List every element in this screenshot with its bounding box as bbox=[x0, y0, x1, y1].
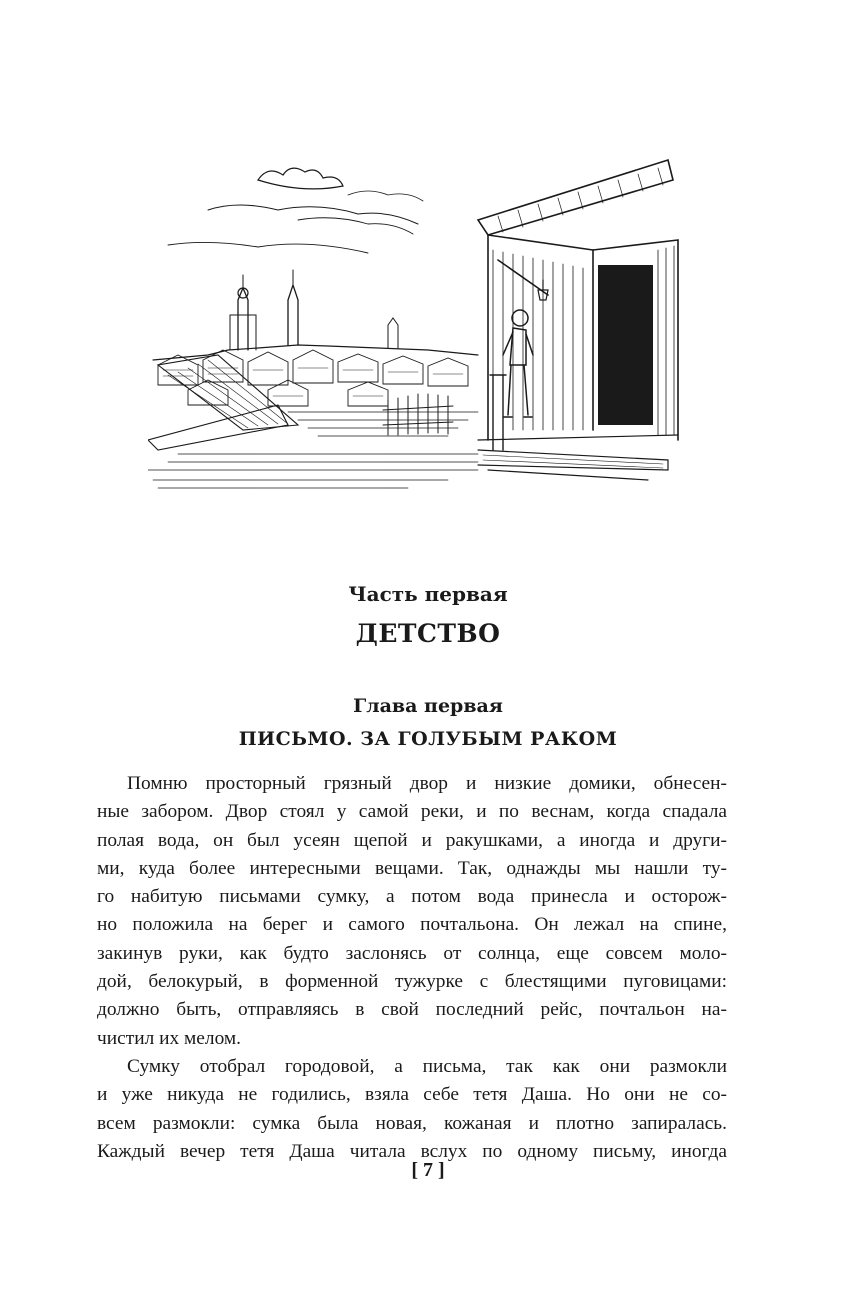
text-line: Помню просторный грязный двор и низкие домики, обнесен- bbox=[127, 773, 727, 794]
text-line: го набитую письмами сумку, а потом вода принесла и осторож- bbox=[97, 886, 727, 908]
text-line: дой, белокурый, в форменной тужурке с блестящими пуговицами: bbox=[97, 971, 727, 993]
part-title: ДЕТСТВО bbox=[355, 619, 501, 648]
text-line: ми, куда более интересными вещами. Так, однажды мы нашли ту- bbox=[97, 857, 727, 879]
text-line: и уже никуда не годились, взяла себе тетя Даша. Но они не со- bbox=[97, 1084, 727, 1106]
text-line: Каждый вечер тетя Даша читала вслух по одному письму, иногда bbox=[97, 1140, 727, 1162]
part-label: Часть первая bbox=[348, 582, 508, 606]
chapter-title: ПИСЬМО. ЗА ГОЛУБЫМ РАКОМ bbox=[238, 728, 618, 750]
page-number: [ 7 ] bbox=[411, 1159, 445, 1181]
text-line: Сумку отобрал городовой, а письма, так как они размокли bbox=[127, 1055, 727, 1077]
text-line: но положила на берег и самого почтальона. Он лежал на спине, bbox=[97, 914, 727, 936]
text-line: ные забором. Двор стоял у самой реки, и по веснам, когда спадала bbox=[97, 801, 727, 823]
text-line: всем размокли: сумка была новая, кожаная и плотно запиралась. bbox=[97, 1112, 727, 1134]
body-text bbox=[97, 770, 727, 1166]
text-line: чистил их мелом. bbox=[97, 1027, 242, 1049]
text-line: полая вода, он был усеян щепой и ракушками, а иногда и други- bbox=[97, 829, 727, 851]
text-line: закинув руки, как будто заслонясь от солнца, еще совсем моло- bbox=[97, 942, 727, 964]
text-line: должно быть, отправляясь в свой последний рейс, почтальон на- bbox=[97, 999, 727, 1021]
chapter-label: Глава первая bbox=[353, 695, 503, 717]
engraving-illustration bbox=[148, 150, 688, 500]
